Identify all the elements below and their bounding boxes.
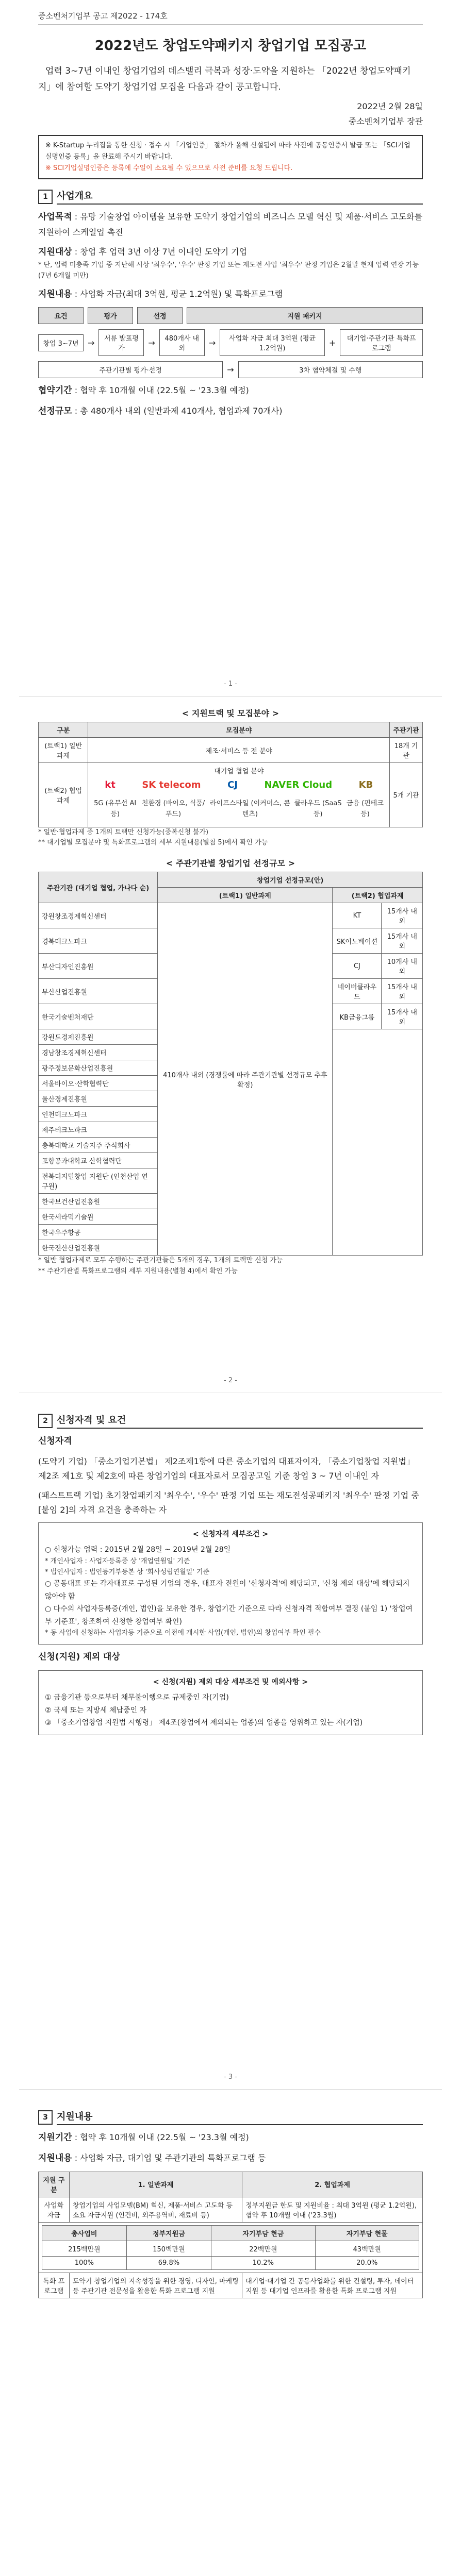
purpose-label: 사업목적: [38, 212, 72, 223]
table-row: 울산경제진흥원: [39, 1091, 423, 1107]
support-period: 지원기간 : 협약 후 10개월 이내 (22.5월 ~ '23.3월 예정): [38, 2132, 249, 2143]
section-3-header: 3 지원내용: [38, 2109, 423, 2125]
flow-box: 사업화 자금 최대 3억원 (평균 1.2억원): [220, 329, 325, 356]
qualification-item: (패스트트랙 기업) 초기창업패키지 '최우수', '우수' 판정 기업 또는 재도전성공패키지 '최우수' 판정 기업 중 [붙임 2]의 자격 요건을 충족하는 자: [38, 1490, 419, 1515]
sk-logo: SK telecom: [142, 779, 201, 790]
notice-box: [38, 135, 423, 179]
page-number: - 2 -: [224, 1377, 237, 1384]
purpose-text: : 유망 기술창업 아이템을 보유한 도약기 창업기업의 비즈니스 모델 혁신 및 제품·서비스 고도화를 지원하여 스케일업 촉진: [38, 212, 423, 238]
table-row: [39, 2222, 423, 2273]
notice-line-1: ※ K-Startup 누리집을 통한 신청 · 접수 시 「기업인증」 절차가 올해 신설됨에 따라 사전에 공동인증서 발급 또는 「SCI기업실명인증 등록」을 완료해 주시기 바랍니다.: [45, 142, 410, 161]
document-title: 2022년도 창업도약패키지 창업기업 모집공고: [94, 38, 367, 54]
arrow-icon: →: [88, 337, 95, 348]
page-1: [19, 0, 442, 697]
section-title: 사업개요: [57, 189, 423, 205]
flow-box: 창업 3~7년: [38, 334, 84, 351]
table-row: (트랙1) 일반과제 제조·서비스 등 전 분야 18개 기관: [39, 738, 423, 763]
table-row: 한국전산산업진흥원: [39, 1240, 423, 1256]
page-4: [19, 2090, 442, 2576]
scale-text: : 총 480개사 내외 (일반과제 410개사, 협업과제 70개사): [74, 406, 283, 416]
table-header: 구분: [39, 722, 88, 738]
table-row: 사업화 자금 창업기업의 사업모델(BM) 혁신, 제품·서비스 고도화 등 소요 자금지원 (인건비, 외주용역비, 재료비 등) 정부지원금 한도 및 지원비율 : 최대 3억원 (평균 1.2억원), 협약 후 10개월 이내 ('23.3월): [39, 2197, 423, 2222]
table-row: 경남창조경제혁신센터: [39, 1045, 423, 1060]
flow-head: 평가: [88, 307, 133, 324]
page-number: - 1 -: [224, 680, 237, 688]
support-note-2: ** 대기업별 모집분야 및 특화프로그램의 세부 지원내용(별첨 5)에서 확인 가능: [38, 839, 268, 847]
org-table-body: [39, 903, 423, 1256]
arrow-icon: →: [208, 337, 216, 348]
table-row: 서울바이오·산학협력단: [39, 1076, 423, 1091]
naver-logo: NAVER Cloud: [264, 779, 333, 790]
table-row: 한국보건산업진흥원: [39, 1194, 423, 1209]
target-label: 지원대상: [38, 247, 72, 258]
process-box: 3차 협약체결 및 수행: [238, 361, 423, 378]
flow-heads: [38, 307, 423, 324]
section-2-header: 2 신청자격 및 요건: [38, 1413, 423, 1429]
detail-box: < 신청자격 세부조건 > ○ 신청가능 업력 : 2015년 2월 28일 ~ 2019년 2월 28일 * 개인사업자 : 사업자등록증 상 '개업연월일' 기준 * 법인사업자 : 법인등기부등본 상 '회사성립연월일' 기준 ○ 공동대표 또는 각자대표로 구성된 기업의 경우, 대표자 전원이 '신청자격'에 해당되고, '신청 제외 대상'에 해당되지 않아야 함 ○ 다수의 사업자등록증(개인, 법인)을 보유한 경우, 창업기간 기준으로 따라 신청자격 적합여부 결정 (붙임 1) '창업여부 기준표', 창조하여 신청한 창업여부 확인) * 동 사업에 신청하는 사업자등 기준으로 이전에 개시한 사업(개인, 법인)의 창업여부 확인 필수: [38, 1522, 423, 1645]
table-row: 강원창조경제혁신센터 410개사 내외 (경쟁률에 따라 주관기관별 선정규모 추후 확정) KT 15개사 내외: [39, 903, 423, 928]
scale-item: [38, 404, 423, 419]
scale-label: 선정규모: [38, 406, 72, 417]
cj-logo: CJ: [227, 779, 238, 790]
table-row: 부산디자인진흥원 CJ 10개사 내외: [39, 954, 423, 979]
table-row: 한국우주항공: [39, 1225, 423, 1240]
arrow-icon: →: [148, 337, 155, 348]
flow-box: 서류 발표평가: [98, 329, 144, 356]
section-1-header: [38, 189, 423, 205]
plus-icon: +: [328, 337, 336, 348]
flow-box: 대기업·주관기관 특화프로그램: [340, 329, 423, 356]
table-row: 경북테크노파크 SK이노베이션 15개사 내외: [39, 928, 423, 954]
kt-logo: kt: [105, 779, 116, 790]
purpose-item: [38, 210, 423, 240]
signature: 중소벤처기업부 장관: [348, 116, 423, 127]
flow-head: 지원 패키지: [187, 307, 423, 324]
qualification-item: (도약기 기업) 「중소기업기본법」 제2조제1항에 따른 중소기업의 대표자이자, 「중소기업창업 지원법」 제2조 제1호 및 제2호에 따른 창업기업의 대표자로서 모집공고일 기준 창업 3 ~ 7년 이내인 자: [38, 1456, 415, 1481]
table-header: 모집분야: [88, 722, 390, 738]
content-text: : 사업화 자금(최대 3억원, 평균 1.2억원) 및 특화프로그램: [74, 289, 283, 299]
partner-logos: [91, 775, 386, 794]
process-box: 주관기관별 평가·선정: [38, 361, 223, 378]
period-item: [38, 383, 423, 399]
support-note-1: * 일반·협업과제 중 1개의 트랙만 신청가능(중복신청 불가): [38, 828, 209, 836]
content-item: [38, 287, 423, 302]
arrow-icon: →: [227, 365, 234, 375]
table-row: (트랙2) 협업과제 대기업 협업 분야 kt SK telecom CJ NAVER Cloud KB 5G (유무선 AI 등) 친환경 (바이오, 식품/푸드) 라이프스타일 (이커머스, 콘텐츠) 클라우드 (SaaS 등) 금융 (핀테크 등) 5개 기관: [39, 763, 423, 827]
target-item: [38, 245, 423, 281]
table-row: 인천테크노파크: [39, 1107, 423, 1122]
table-row: 충북대학교 기술지주 주식회사: [39, 1138, 423, 1153]
exclude-label: 신청(지원) 제외 대상: [38, 1652, 120, 1663]
table-row: 한국세라믹기술원: [39, 1209, 423, 1225]
period-text: : 협약 후 10개월 이내 (22.5월 ~ '23.3월 예정): [74, 385, 249, 396]
table-row: 부산산업진흥원 네이버클라우드 15개사 내외: [39, 979, 423, 1004]
content-label: 지원내용: [38, 289, 72, 299]
notice-line-2: ※ SCI기업실명인증은 등록에 수일이 소요될 수 있으므로 사전 준비를 요청 드립니다.: [45, 164, 293, 173]
flow-box: 480개사 내외: [159, 329, 205, 356]
kb-logo: KB: [358, 779, 373, 790]
period-label: 협약기간: [38, 385, 72, 396]
table-row: 포항공과대학교 산학협력단: [39, 1153, 423, 1168]
table-row: 강원도경제진흥원: [39, 1029, 423, 1045]
support-table: [38, 722, 423, 827]
qualification-label: 신청자격: [38, 1436, 72, 1446]
org-table-title: < 주관기관별 창업기업 선정규모 >: [166, 858, 295, 869]
table-header: 주관기관: [390, 722, 423, 738]
table-row: 전북디지털창업 지원단 (인천산업 연구원): [39, 1168, 423, 1194]
announcement-number: 중소벤처기업부 공고 제2022 - 174호: [38, 10, 423, 25]
support-table-title: < 지원트랙 및 모집분야 >: [182, 708, 279, 718]
announcement-date: 2022년 2월 28일: [357, 101, 423, 112]
flow-process: [38, 361, 423, 378]
page-2: [19, 697, 442, 1393]
support-detail-table: 지원 구분 1. 일반과제 2. 협업과제 사업화 자금 창업기업의 사업모델(BM) 혁신, 제품·서비스 고도화 등 소요 자금지원 (인건비, 외주용역비, 재료비 등) 정부지원금 한도 및 지원비율 : 최대 3억원 (평균 1.2억원), 협약 후 10개월 이내 ('23.3월) 총사업비 정부지원금 자기부담 현금 자기부담 현물 215백만원 150백만원 22백만원 43백만원 100% 69.8% 10.2% 20.0% 특화 프로그램 도약기 창업기업의 지속성장을 위한 경영, 디자인, 마케팅 등 주관기관 전문성을 활용한 특화 프로그램 지원 대기업·대기업 간 공동사업화를 위한 컨설팅, 투자, 데이터 지원 등 대기업 인프라를 활용한 특화 프로그램 지원: [38, 2172, 423, 2298]
org-note-1: * 일반 협업과제로 모두 수행하는 주관기관들은 5개의 경우, 1개의 트랙만 신청 가능: [38, 1257, 283, 1265]
intro-paragraph: 업력 3~7년 이내인 창업기업의 데스밸리 극복과 성장·도약을 지원하는 「2022년 창업도약패키지」에 참여할 도약기 창업기업 모집을 다음과 같이 공고합니다.: [38, 66, 411, 92]
section-number: 1: [38, 190, 53, 204]
budget-table: 총사업비 정부지원금 자기부담 현금 자기부담 현물 215백만원 150백만원 22백만원 43백만원 100% 69.8% 10.2% 20.0%: [42, 2225, 419, 2270]
org-note-2: ** 주관기관별 특화프로그램의 세부 지원내용(별첨 4)에서 확인 가능: [38, 1267, 238, 1275]
target-note: * 단, 업력 미충족 기업 중 지난해 시상 '최우수', '우수' 판정 기업 또는 재도전 사업 '최우수' 판정 기업은 2월말 현재 업력 연장 가능 (7년 6개월 미만): [38, 261, 419, 280]
flow-head: 선정: [137, 307, 183, 324]
table-row: 특화 프로그램 도약기 창업기업의 지속성장을 위한 경영, 디자인, 마케팅 등 주관기관 전문성을 활용한 특화 프로그램 지원 대기업·대기업 간 공동사업화를 위한 컨설팅, 투자, 데이터 지원 등 대기업 인프라를 활용한 특화 프로그램 지원: [39, 2273, 423, 2298]
table-row: 한국기술벤처재단 KB금융그룹 15개사 내외: [39, 1004, 423, 1029]
exclude-box: < 신청(지원) 제외 대상 세부조건 및 예외사항 > ① 금융기관 등으로부터 채무불이행으로 규제중인 자(기업) ② 국세 또는 지방세 체납중인 자 ③ 「중소기업창업 지원법 시행령」 제4조(창업에서 제외되는 업종)의 업종을 영위하고 있는 자(기업): [38, 1670, 423, 1735]
partner-logo-labels: 5G (유무선 AI 등) 친환경 (바이오, 식품/푸드) 라이프스타일 (이커머스, 콘텐츠) 클라우드 (SaaS 등) 금융 (핀테크 등): [94, 800, 384, 818]
table-row: 광주정보문화산업진흥원: [39, 1060, 423, 1076]
support-content: 지원내용 : 사업화 자금, 대기업 및 주관기관의 특화프로그램 등: [38, 2153, 266, 2163]
page-number: - 3 -: [224, 2073, 237, 2081]
org-table: 주관기관 (대기업 협업, 가나다 순) 창업기업 선정규모(안) (트랙1) 일반과제 (트랙2) 협업과제 강원창조경제혁신센터 410개사 내외 (경쟁률에 따라 주관기관별 선정규모 추후 확정) KT 15개사 내외 경북테크노파크 SK이노베이션 15개사 내외 부산디자인진흥원 CJ 10개사 내외 부산산업진흥원 네이버클라우드 15개사 내외 한국기술벤처재단 KB금융그룹 15개사 내외 강원도경제진흥원 경남창조경제혁신센터 광주정보문화산업진흥원 서울바이오·산학협력단 울산경제진흥원 인천테크노파크 제주테크노파크 충북대학교 기술지주 주식회사 포항공과대학교 산학협력단 전북디지털창업 지원단 (인천산업 연구원) 한국보건산업진흥원 한국세라믹기술원 한국우주항공 한국전산산업진흥원: [38, 872, 423, 1256]
page-3: [19, 1393, 442, 2090]
target-text: : 창업 후 업력 3년 이상 7년 이내인 도약기 기업: [74, 247, 248, 257]
flow-head: 요건: [38, 307, 84, 324]
field-text: 대기업 협업 분야: [214, 768, 264, 775]
table-row: 제주테크노파크: [39, 1122, 423, 1138]
flow-boxes: [38, 329, 423, 356]
